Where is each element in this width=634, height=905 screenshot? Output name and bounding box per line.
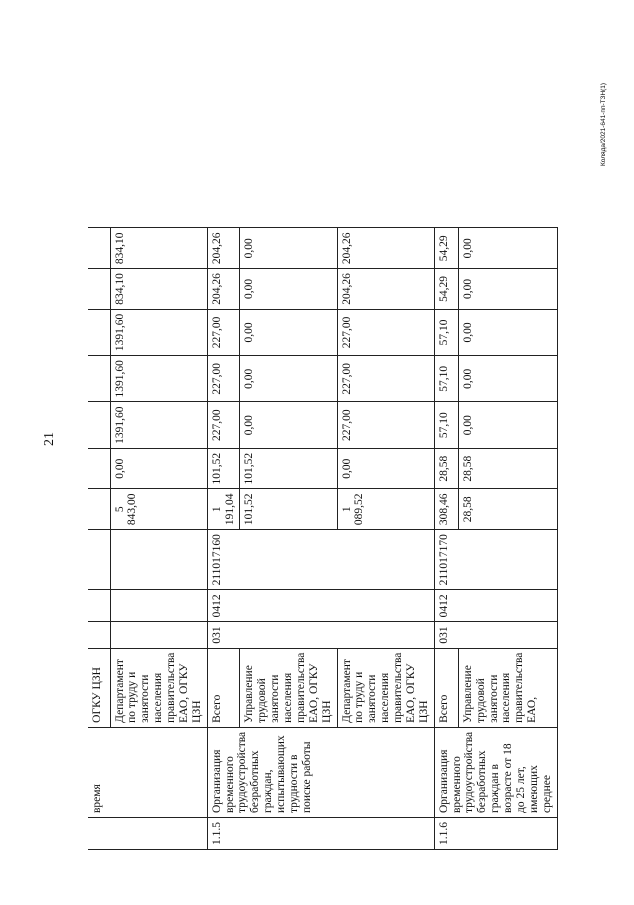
cell-csr bbox=[88, 530, 110, 590]
cell-rzpr bbox=[110, 590, 207, 622]
cell-name: Организация временного трудоустройства безработных граждан, испытывающих трудности в поиске работы bbox=[207, 727, 434, 817]
cell-value bbox=[88, 228, 110, 269]
cell-value: 204,26 bbox=[207, 269, 240, 310]
cell-value: 1391,60 bbox=[110, 402, 207, 448]
cell-value: 0,00 bbox=[240, 269, 337, 310]
cell-value: 0,00 bbox=[110, 448, 207, 489]
cell-value: 0,00 bbox=[240, 402, 337, 448]
cell-value: 57,10 bbox=[434, 402, 458, 448]
cell-value: 0,00 bbox=[458, 356, 557, 402]
budget-table bbox=[88, 227, 558, 850]
rotated-page bbox=[88, 227, 558, 850]
cell-executor: Всего bbox=[207, 648, 240, 727]
cell-grbs bbox=[110, 622, 207, 648]
cell-executor: Всего bbox=[434, 648, 458, 727]
cell-value bbox=[88, 489, 110, 530]
cell-value: 0,00 bbox=[240, 228, 337, 269]
cell-value: 0,00 bbox=[337, 448, 434, 489]
document-code: Коляда/2021-641-пп-ТЗН(1) bbox=[600, 82, 607, 166]
cell-value bbox=[88, 402, 110, 448]
cell-value: 0,00 bbox=[458, 309, 557, 355]
table-row bbox=[207, 228, 240, 850]
cell-value: 54,29 bbox=[434, 269, 458, 310]
cell-value: 101,52 bbox=[207, 448, 240, 489]
cell-value: 101,52 bbox=[240, 448, 337, 489]
table-row bbox=[88, 228, 110, 850]
cell-value: 227,00 bbox=[337, 402, 434, 448]
cell-value: 0,00 bbox=[458, 402, 557, 448]
cell-rzpr: 0412 bbox=[434, 590, 557, 622]
cell-value: 204,26 bbox=[207, 228, 240, 269]
cell-value: 204,26 bbox=[337, 228, 434, 269]
cell-csr: 211017170 bbox=[434, 530, 557, 590]
cell-value: 0,00 bbox=[458, 228, 557, 269]
cell-value: 57,10 bbox=[434, 309, 458, 355]
cell-grbs bbox=[88, 622, 110, 648]
cell-value: 54,29 bbox=[434, 228, 458, 269]
cell-value: 834,10 bbox=[110, 269, 207, 310]
cell-csr: 211017160 bbox=[207, 530, 434, 590]
cell-csr bbox=[110, 530, 207, 590]
table-row bbox=[434, 228, 458, 850]
cell-value: 834,10 bbox=[110, 228, 207, 269]
cell-rzpr bbox=[88, 590, 110, 622]
cell-executor: Управление трудовой занятости населения правительства ЕАО, ОГКУ ЦЗН bbox=[240, 648, 337, 727]
cell-value: 227,00 bbox=[207, 356, 240, 402]
cell-value: 28,58 bbox=[434, 448, 458, 489]
cell-value: 0,00 bbox=[240, 309, 337, 355]
cell-executor: Департамент по труду и занятости населения правительства ЕАО, ОГКУ ЦЗН bbox=[110, 648, 207, 727]
cell-num bbox=[88, 818, 207, 850]
cell-name: время bbox=[88, 727, 207, 817]
cell-value: 227,00 bbox=[207, 402, 240, 448]
cell-value: 101,52 bbox=[240, 489, 337, 530]
cell-value: 28,58 bbox=[458, 489, 557, 530]
cell-value: 308,46 bbox=[434, 489, 458, 530]
cell-value bbox=[88, 309, 110, 355]
cell-executor: ОГКУ ЦЗН bbox=[88, 648, 110, 727]
cell-value: 204,26 bbox=[337, 269, 434, 310]
cell-rzpr: 0412 bbox=[207, 590, 434, 622]
cell-value: 227,00 bbox=[337, 356, 434, 402]
cell-executor: Управление трудовой занятости населения правительства ЕАО, bbox=[458, 648, 557, 727]
cell-value: 1391,60 bbox=[110, 356, 207, 402]
cell-value: 1391,60 bbox=[110, 309, 207, 355]
cell-grbs: 031 bbox=[207, 622, 434, 648]
cell-value: 227,00 bbox=[337, 309, 434, 355]
cell-value: 227,00 bbox=[207, 309, 240, 355]
cell-num: 1.1.6 bbox=[434, 818, 557, 850]
cell-value: 5 843,00 bbox=[110, 489, 207, 530]
cell-executor: Департамент по труду и занятости населения правительства ЕАО, ОГКУ ЦЗН bbox=[337, 648, 434, 727]
cell-value: 0,00 bbox=[458, 269, 557, 310]
cell-value bbox=[88, 356, 110, 402]
cell-value: 0,00 bbox=[240, 356, 337, 402]
cell-name: Организация временного трудоустройства безработных граждан в возрасте от 18 до 25 лет, имеющих среднее bbox=[434, 727, 557, 817]
page-number: 21 bbox=[42, 432, 57, 446]
cell-value: 1 089,52 bbox=[337, 489, 434, 530]
cell-num: 1.1.5 bbox=[207, 818, 434, 850]
cell-value: 28,58 bbox=[458, 448, 557, 489]
cell-value: 57,10 bbox=[434, 356, 458, 402]
cell-grbs: 031 bbox=[434, 622, 557, 648]
cell-value bbox=[88, 269, 110, 310]
cell-value bbox=[88, 448, 110, 489]
cell-value: 1 191,04 bbox=[207, 489, 240, 530]
